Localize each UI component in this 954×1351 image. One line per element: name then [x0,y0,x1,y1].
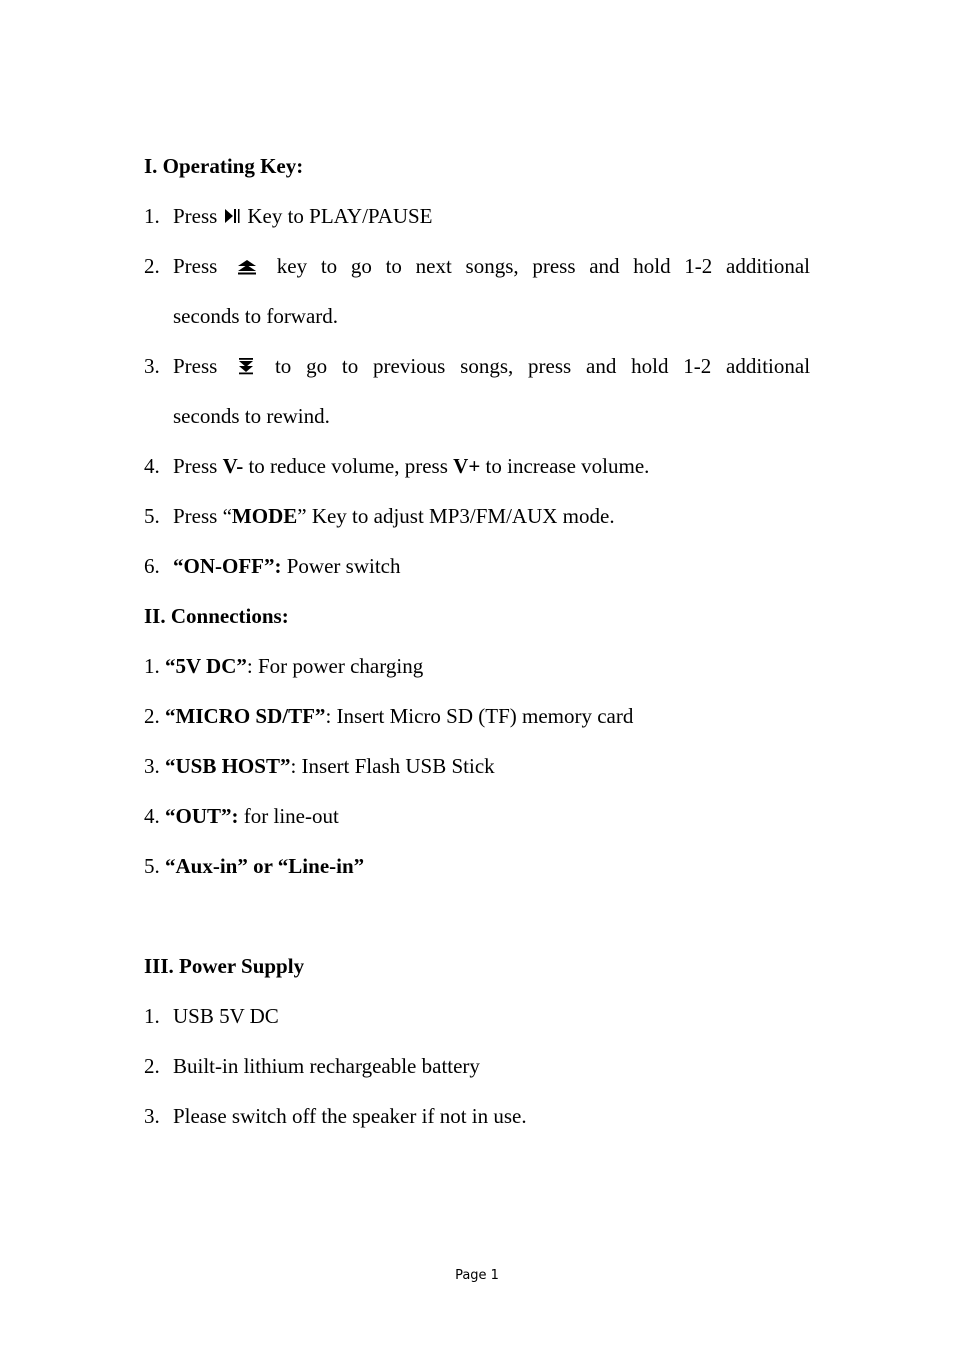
item-number: 2. [144,704,160,728]
list-item [144,853,810,879]
list-item [144,203,810,231]
list-item [144,1053,810,1079]
item-number: 1. [144,1004,160,1028]
item-text: Press “ [173,504,232,528]
previous-icon [238,355,254,381]
list-item [144,353,810,381]
list-item-continuation: seconds to forward. [173,304,339,328]
item-number: 1. [144,654,160,678]
section-heading-connections: II. Connections: [144,604,289,628]
list-item-continuation: seconds to rewind. [173,404,330,428]
item-number: 2. [144,1054,160,1078]
item-text: ” Key to adjust MP3/FM/AUX mode. [297,504,615,528]
item-text: key to go to next songs, press and hold 1-2 additional [276,254,810,278]
item-number: 6. [144,554,160,578]
item-text: for line-out [238,804,339,828]
item-text: : For power charging [246,654,424,678]
list-item [144,703,810,729]
list-item [144,453,810,479]
item-text: USB 5V DC [173,1004,279,1028]
list-item [144,653,810,679]
list-item [144,753,810,779]
item-number: 5. [144,854,160,878]
item-number: 3. [144,354,160,378]
item-text: Press [173,454,223,478]
item-number: 5. [144,504,160,528]
list-item [144,553,810,579]
item-text: to increase volume. [480,454,650,478]
page-number: Page 1 [455,1268,499,1283]
next-icon [237,255,257,281]
item-text: : Insert Micro SD (TF) memory card [325,704,634,728]
item-bold: V- [222,454,244,478]
item-text: Power switch [281,554,401,578]
item-text: Built-in lithium rechargeable battery [173,1054,480,1078]
list-item [144,503,810,529]
section-heading-power-supply: III. Power Supply [144,954,305,978]
play-pause-icon [223,205,241,231]
item-bold: “MICRO SD/TF” [165,704,326,728]
item-bold: “Aux-in” or “Line-in” [165,854,365,878]
item-bold: “5V DC” [165,654,247,678]
list-item [144,803,810,829]
list-item [144,253,810,281]
item-text: to reduce volume, press [243,454,454,478]
item-text: Key to PLAY/PAUSE [247,204,433,228]
item-number: 3. [144,1104,160,1128]
item-bold: “OUT”: [165,804,239,828]
item-number: 1. [144,204,160,228]
item-bold: “ON-OFF”: [173,554,282,578]
item-text: Press [173,354,218,378]
item-number: 4. [144,454,160,478]
section-heading-operating-key: I. Operating Key: [144,154,304,178]
item-text: Please switch off the speaker if not in use. [173,1104,527,1128]
item-bold: “USB HOST” [165,754,291,778]
item-text: : Insert Flash USB Stick [290,754,495,778]
item-text: to go to previous songs, press and hold 1-2 additional [274,354,811,378]
item-text: Press [173,254,218,278]
list-item [144,1003,810,1029]
item-bold: V+ [453,454,481,478]
item-number: 2. [144,254,160,278]
item-number: 4. [144,804,160,828]
item-bold: MODE [231,504,298,528]
item-number: 3. [144,754,160,778]
item-text: Press [173,204,218,228]
list-item [144,1103,810,1129]
